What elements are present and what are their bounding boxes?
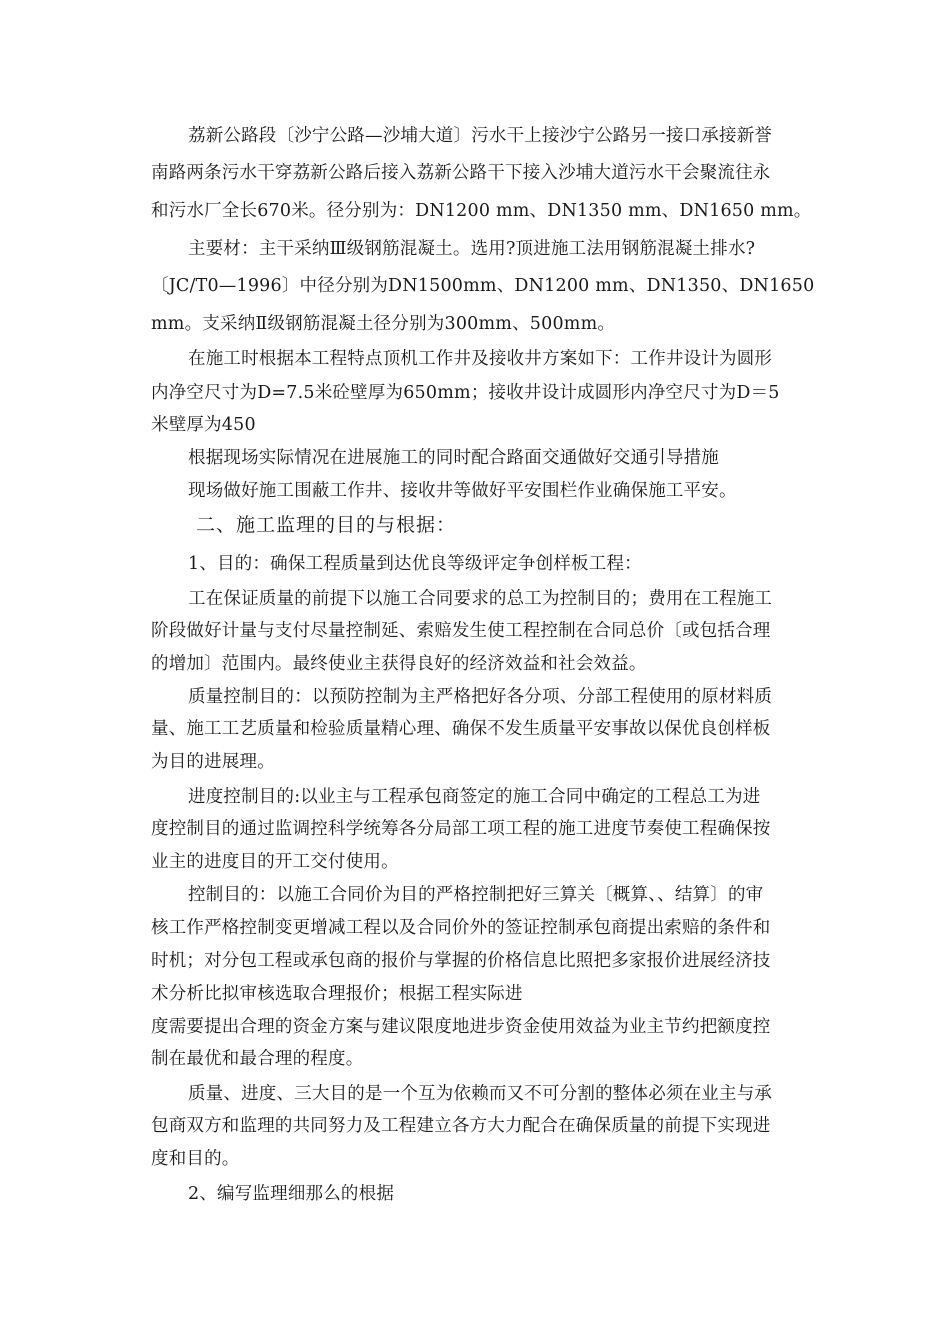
paragraph-line: 内净空尺寸为D=7.5米砼壁厚为650mm；接收井设计成圆形内净空尺寸为D＝5	[151, 383, 780, 403]
paragraph-line: 为目的进展理。	[151, 752, 275, 772]
paragraph-line: 工在保证质量的前提下以施工合同要求的总工为控制目的；费用在工程施工	[188, 589, 773, 609]
paragraph-line: 阶段做好计量与支付尽量控制延、索赔发生使工程控制在合同总价〔或包括合理	[151, 621, 771, 641]
subsection-heading: 1、目的：确保工程质量到达优良等级评定争创样板工程：	[188, 554, 642, 574]
paragraph-line: mm。支采纳Ⅱ级钢筋混凝土径分别为300mm、500mm。	[151, 314, 616, 334]
paragraph-line: 量、施工工艺质量和检验质量精心理、确保不发生质量平安事故以保优良创样板	[151, 719, 771, 739]
paragraph-line: 时机；对分包工程或承包商的报价与掌握的价格信息比照把多家报价进展经济技	[151, 951, 771, 971]
paragraph-line: 质量控制目的：以预防控制为主严格把好各分项、分部工程使用的原材料质	[188, 687, 773, 707]
paragraph-line: 根据现场实际情况在进展施工的同时配合路面交通做好交通引导措施	[188, 448, 719, 468]
paragraph-line: 制在最优和最合理的程度。	[151, 1049, 364, 1069]
paragraph-line: 〔JC/T0—1996〕中径分别为DN1500mm、DN1200 mm、DN1350、DN1650	[151, 276, 815, 296]
paragraph-line: 度和目的。	[151, 1149, 240, 1169]
paragraph-line: 业主的进度目的开工交付使用。	[151, 852, 399, 872]
paragraph-line: 度控制目的通过监调控科学统筹各分局部工项工程的施工进度节奏使工程确保按	[151, 819, 771, 839]
paragraph-line: 南路两条污水干穿荔新公路后接入荔新公路干下接入沙埔大道污水干会聚流往永	[151, 163, 771, 183]
paragraph-line: 控制目的：以施工合同价为目的严格控制把好三算关〔概算、、结算〕的审	[188, 885, 764, 905]
paragraph-line: 在施工时根据本工程特点顶机工作井及接收井方案如下：工作井设计为圆形	[188, 349, 773, 369]
section-heading: 二、施工监理的目的与根据：	[196, 514, 457, 536]
paragraph-line: 主要材：主干采纳Ⅲ级钢筋混凝土。选用?顶进施工法用钢筋混凝土排水?	[188, 239, 756, 259]
paragraph-line: 和污水厂全长670米。径分别为：DN1200 mm、DN1350 mm、DN1650 mm。	[151, 201, 812, 221]
paragraph-line: 核工作严格控制变更增减工程以及合同价外的签证控制承包商提出索赔的条件和	[151, 918, 771, 938]
paragraph-line: 的增加〕范围内。最终使业主获得良好的经济效益和社会效益。	[151, 654, 647, 674]
paragraph-line: 质量、进度、三大目的是一个互为依赖而又不可分割的整体必须在业主与承	[188, 1084, 773, 1104]
paragraph-line: 米壁厚为450	[151, 415, 256, 435]
paragraph-line: 进度控制目的:以业主与工程承包商签定的施工合同中确定的工程总工为进	[188, 787, 761, 807]
paragraph-line: 现场做好施工围蔽工作井、接收井等做好平安围栏作业确保施工平安。	[188, 481, 737, 501]
paragraph-line: 包商双方和监理的共同努力及工程建立各方大力配合在确保质量的前提下实现进	[151, 1116, 771, 1136]
paragraph-line: 度需要提出合理的资金方案与建议限度地进步资金使用效益为业主节约把额度控	[151, 1017, 771, 1037]
paragraph-line: 术分析比拟审核选取合理报价；根据工程实际进	[151, 984, 523, 1004]
subsection-heading: 2、编写监理细那么的根据	[188, 1184, 395, 1204]
paragraph-line: 荔新公路段〔沙宁公路—沙埔大道〕污水干上接沙宁公路另一接口承接新誉	[188, 126, 773, 146]
